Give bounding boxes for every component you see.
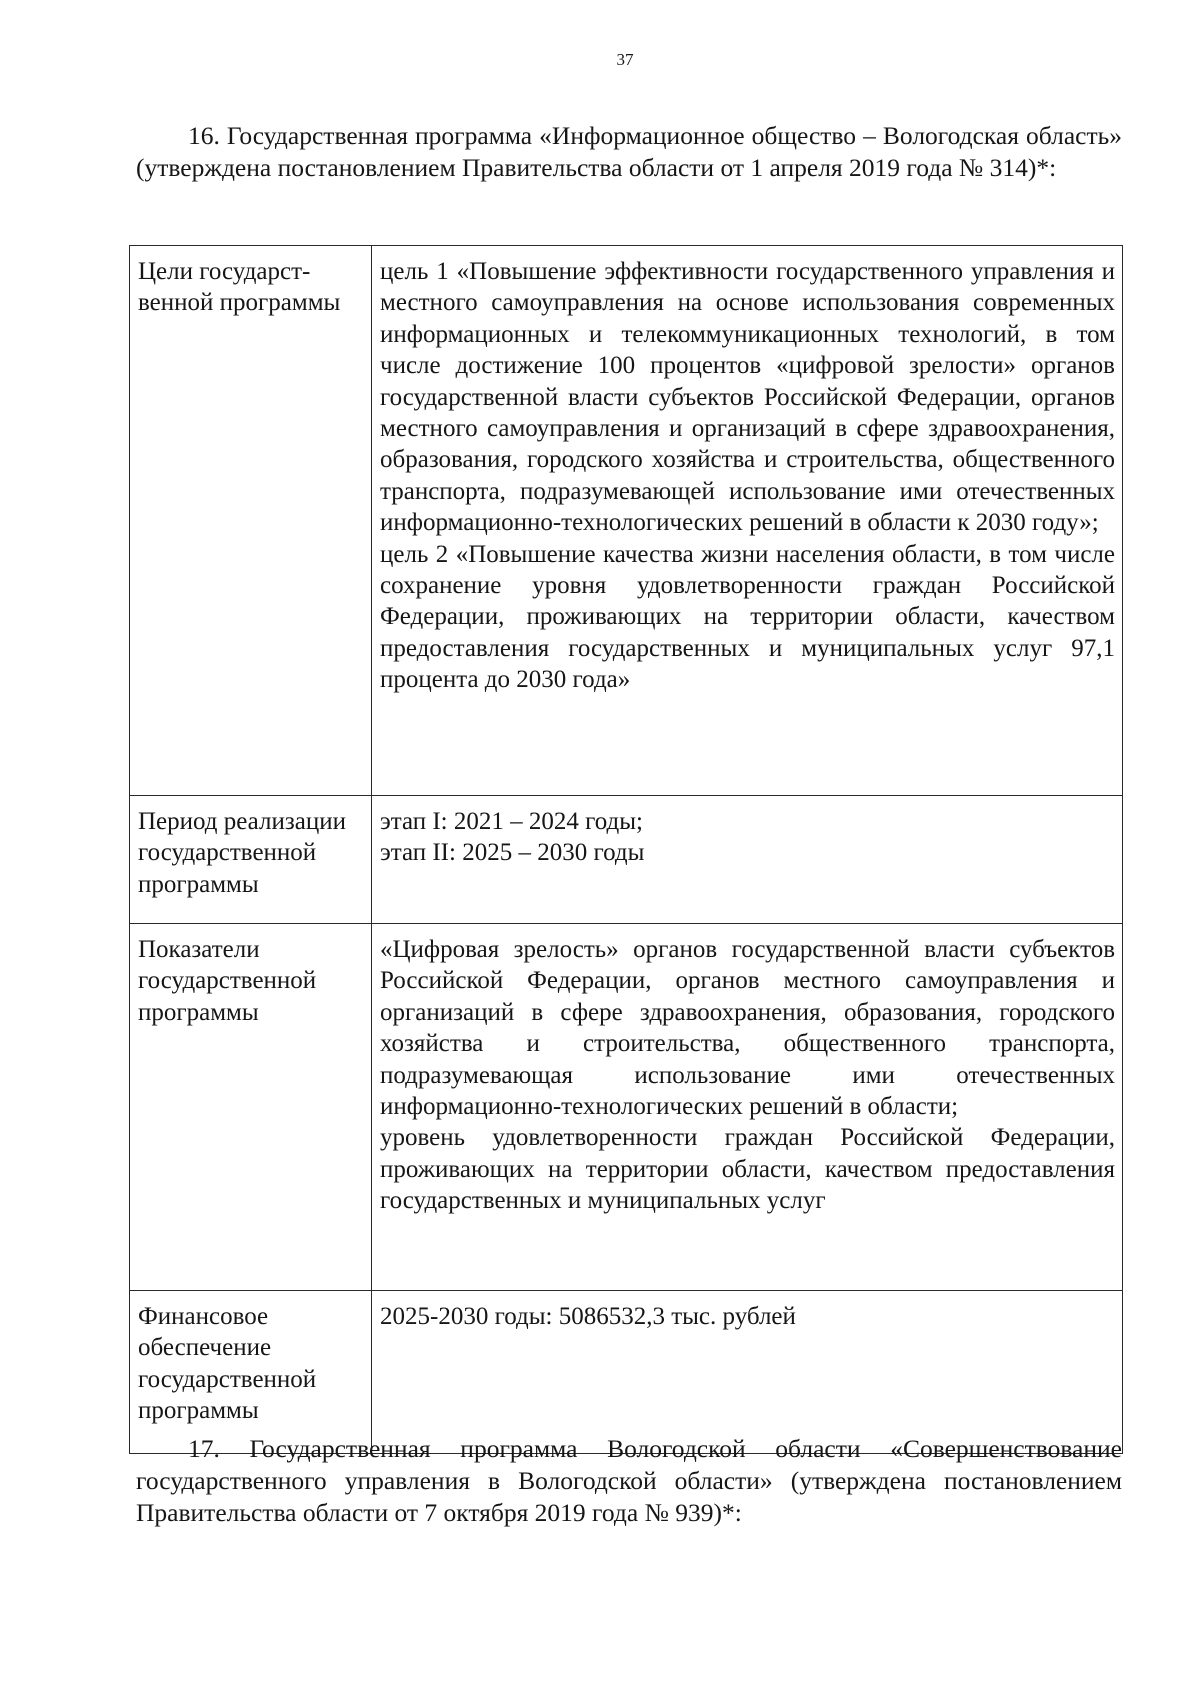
row-label-period: Период реализации государственной программы xyxy=(130,796,372,924)
row-value-period xyxy=(372,796,1123,924)
table-row-indicators xyxy=(130,924,1123,1291)
row-label-finance: Финансовое обеспечение государственной программы xyxy=(130,1291,372,1454)
table-row-period xyxy=(130,796,1123,924)
page-number: 37 xyxy=(616,50,634,69)
indicator-2-text: уровень удовлетворенности граждан Российской Федерации, проживающих на территории области, качеством предоставления государственных и муниципальных услуг xyxy=(380,1124,1115,1215)
section-17-intro: 17. Государственная программа Вологодской области «Совершенствование государственного управления в Вологодской области» (утверждена постановлением Правительства области от 7 октября 2019 года № 939)*: xyxy=(136,1434,1122,1527)
program-passport-table xyxy=(129,245,1123,1454)
stage-1-text: этап I: 2021 – 2024 годы; xyxy=(380,808,644,835)
row-value-goals xyxy=(372,246,1123,796)
row-value-indicators xyxy=(372,924,1123,1291)
table-row-finance xyxy=(130,1291,1123,1454)
finance-text: 2025-2030 годы: 5086532,3 тыс. рублей xyxy=(380,1303,796,1330)
goal-2-text: цель 2 «Повышение качества жизни населения области, в том числе сохранение уровня удовлетворенности граждан Российской Федерации, проживающих на территории области, качеством предоставления государственных и муниципальных услуг 97,1 процента до 2030 года» xyxy=(380,540,1115,694)
row-label-indicators: Показатели государственной программы xyxy=(130,924,372,1291)
stage-2-text: этап II: 2025 – 2030 годы xyxy=(380,839,645,867)
indicator-1-text: «Цифровая зрелость» органов государственной власти субъектов Российской Федерации, органов местного самоуправления и организаций в сфере здравоохранения, образования, городского хозяйства и строительства, общественного транспорта, подразумевающая использование ими отечественных информационно-технологических решений в области; xyxy=(380,936,1115,1121)
table-row-goals xyxy=(130,246,1123,796)
row-value-finance xyxy=(372,1291,1123,1454)
section-16-intro: 16. Государственная программа «Информационное общество – Вологодская область» (утверждена постановлением Правительства области от 1 апреля 2019 года № 314)*: xyxy=(136,121,1122,182)
row-label-goals: Цели государст-венной программы xyxy=(130,246,372,796)
goal-1-text: цель 1 «Повышение эффективности государственного управления и местного самоуправления на основе использования современных информационных и телекоммуникационных технологий, в том числе достижение 100 процентов «цифровой зрелости» органов государственной власти субъектов Российской Федерации, органов местного самоуправления и организаций в сфере здравоохранения, образования, городского хозяйства и строительства, общественного транспорта, подразумевающей использование ими отечественных информационно-технологических решений в области к 2030 году»; xyxy=(380,258,1115,537)
